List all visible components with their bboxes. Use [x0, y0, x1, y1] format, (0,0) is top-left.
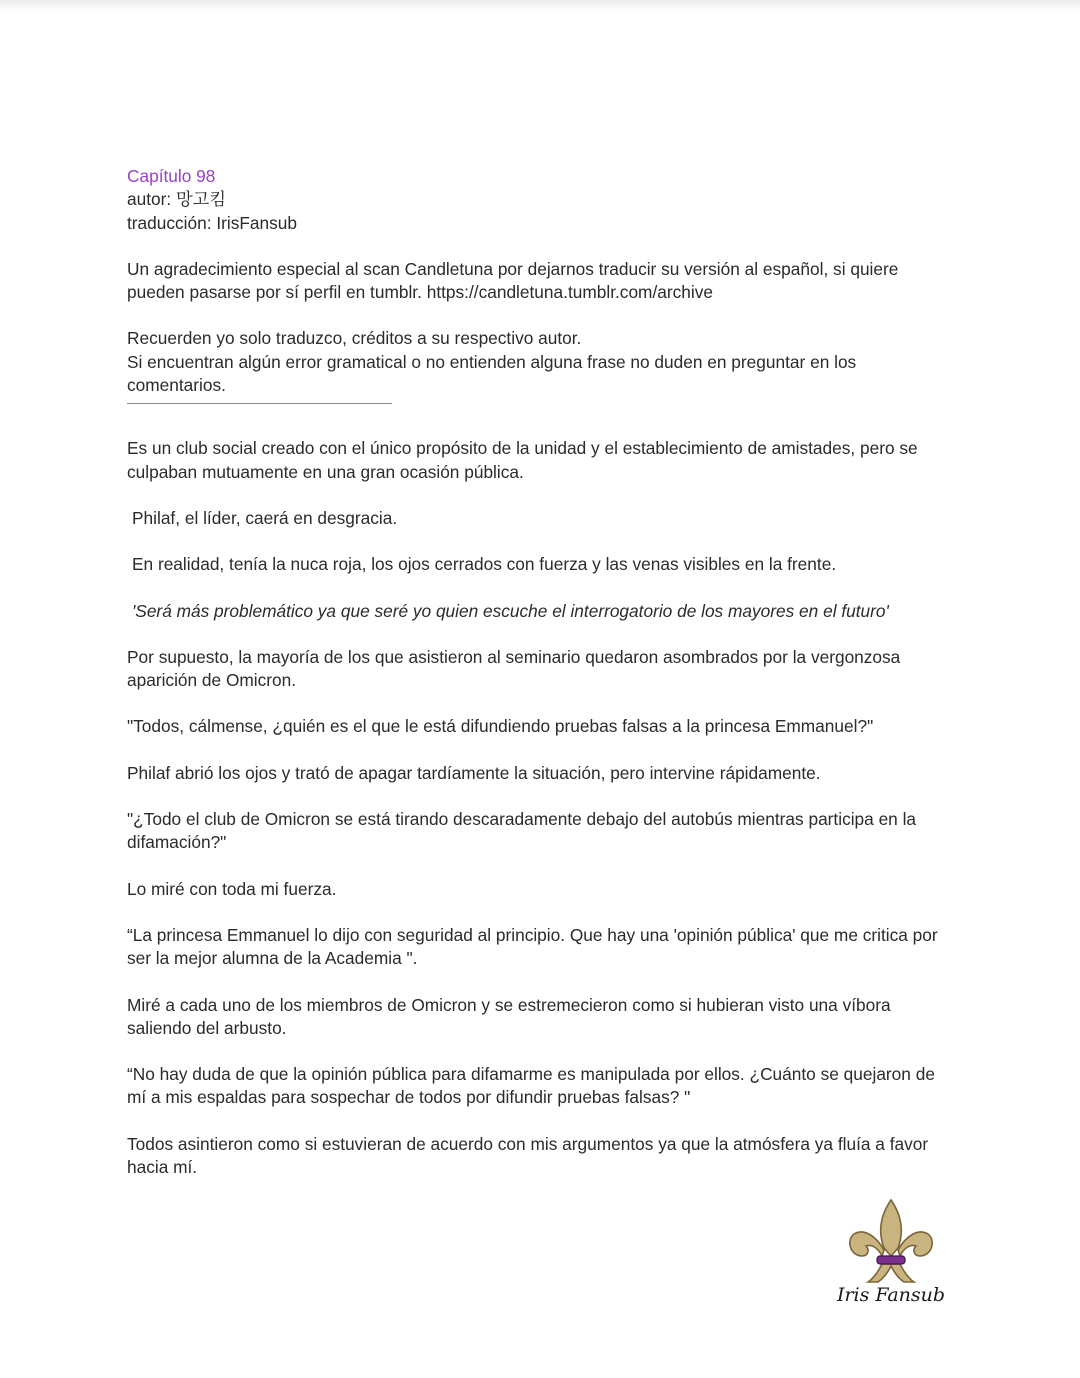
comments-note: Si encuentran algún error gramatical o no entienden alguna frase no duden en preguntar en los comentarios.: [127, 351, 857, 396]
body-paragraph: Lo miré con toda mi fuerza.: [127, 878, 337, 899]
chapter-title: Capítulo 98: [127, 166, 216, 186]
body-paragraph: Philaf, el líder, caerá en desgracia.: [132, 507, 398, 528]
body-paragraph: “No hay duda de que la opinión pública para difamarme es manipulada por ellos. ¿Cuánto se quejaron de mí a mis espaldas para sospechar de todos por difundir pruebas falsas? ": [127, 1064, 935, 1108]
body-paragraph: Por supuesto, la mayoría de los que asistieron al seminario quedaron asombrados por la vergonzosa aparición de Omicron.: [127, 646, 901, 691]
body-paragraph: "¿Todo el club de Omicron se está tirando descaradamente debajo del autobús mientras participa en la difamación?": [127, 809, 917, 853]
body-paragraph: “La princesa Emmanuel lo dijo con seguridad al principio. Que hay una 'opinión pública' que me critica por ser la mejor alumna de la Academia ".: [127, 924, 938, 969]
body-paragraph: Philaf abrió los ojos y trató de apagar tardíamente la situación, pero intervine rápidamente.: [127, 762, 821, 783]
document-page: [127, 165, 957, 1179]
body-paragraph: En realidad, tenía la nuca roja, los ojos cerrados con fuerza y las venas visibles en la frente.: [132, 554, 837, 575]
acknowledgement-paragraph: Un agradecimiento especial al scan Candletuna por dejarnos traducir su versión al español, si quiere pueden pasarse por sí perfil en tumblr. https://candletuna.tumblr.com/archive: [127, 258, 899, 303]
author-line: autor: 망고킴: [127, 189, 227, 210]
body-paragraph: Miré a cada uno de los miembros de Omicron y se estremecieron como si hubieran visto una víbora saliendo del arbusto.: [127, 994, 891, 1038]
credits-note: Recuerden yo solo traduzco, créditos a su respectivo autor.: [127, 328, 582, 349]
body-paragraph-thought: 'Será más problemático ya que seré yo quien escuche el interrogatorio de los mayores en el futuro': [132, 600, 889, 621]
body-paragraph: "Todos, cálmense, ¿quién es el que le está difundiendo pruebas falsas a la princesa Emmanuel?": [127, 716, 874, 737]
translation-line: traducción: IrisFansub: [127, 212, 298, 233]
iris-fansub-logo: [836, 1198, 946, 1310]
fleur-de-lis-icon: [846, 1198, 936, 1286]
body-paragraph: Todos asintieron como si estuvieran de acuerdo con mis argumentos ya que la atmósfera ya fluía a favor hacia mí.: [127, 1133, 929, 1178]
divider-line: [127, 403, 392, 404]
top-shadow: [0, 0, 1080, 12]
logo-text: Iris Fansub: [836, 1284, 946, 1306]
body-paragraph: Es un club social creado con el único propósito de la unidad y el establecimiento de amistades, pero se culpaban mutuamente en una gran ocasión pública.: [127, 438, 918, 482]
